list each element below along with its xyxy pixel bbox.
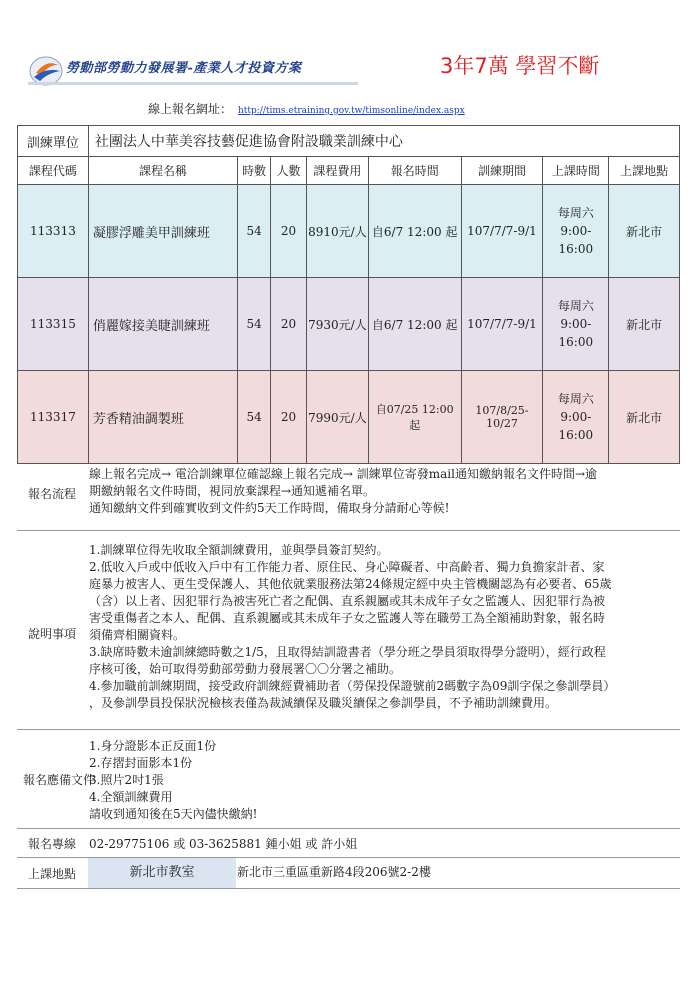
table-header-row bbox=[18, 157, 680, 185]
course-code: 113315 bbox=[18, 278, 89, 371]
organization-name: 勞動部勞動力發展署-產業人才投資方案 bbox=[66, 61, 302, 76]
course-place: 新北市 bbox=[609, 371, 680, 464]
course-people: 20 bbox=[271, 278, 307, 371]
signup-url-row bbox=[148, 100, 465, 117]
notes-section bbox=[17, 540, 680, 728]
training-unit-label: 訓練單位 bbox=[18, 126, 89, 157]
training-unit-value: 社團法人中華美容技藝促進協會附設職業訓練中心 bbox=[88, 126, 679, 157]
notes-line: 3.缺席時數未逾訓練總時數之1/5，且取得結訓證書者（學分班之學員須取得學分證明），經行政程 bbox=[89, 645, 606, 659]
notes-line: 須備齊相關資料。 bbox=[89, 628, 186, 642]
notes-line: 1.訓練單位得先收取全額訓練費用，並與學員簽訂契約。 bbox=[89, 543, 389, 557]
header-signup: 報名時間 bbox=[368, 157, 461, 185]
process-line: 通知繳納文件到確實收到文件約5天工作時間，備取身分請耐心等候! bbox=[89, 501, 450, 515]
course-signup: 自6/7 12:00 起 bbox=[368, 278, 461, 371]
requirements-label: 報名應備文件 bbox=[23, 773, 96, 787]
course-hours: 54 bbox=[238, 278, 271, 371]
header-period: 訓練期間 bbox=[461, 157, 543, 185]
notes-line: ，及參訓學員投保狀況檢核表僅為裁減續保及職災續保之參訓學員，不予補助訓練費用。 bbox=[89, 696, 558, 710]
course-hours: 54 bbox=[238, 371, 271, 464]
notes-label: 說明事項 bbox=[27, 627, 76, 641]
header-fee: 課程費用 bbox=[307, 157, 369, 185]
contact-section bbox=[17, 834, 680, 854]
notes-line: 4.參加職前訓練期間，接受政府訓練經費補助者（勞保投保證號前2碼數字為09訓字保之參訓學員） bbox=[89, 679, 616, 693]
divider bbox=[17, 729, 680, 730]
contact-label: 報名專線 bbox=[27, 837, 76, 851]
course-fee: 7930元/人 bbox=[307, 278, 369, 371]
course-period: 107/8/25-10/27 bbox=[461, 371, 543, 464]
header-people: 人數 bbox=[271, 157, 307, 185]
process-line: 期繳納報名文件時間，視同放棄課程→通知遞補名單。 bbox=[89, 484, 376, 498]
notes-line: 2.低收入戶或中低收入戶中有工作能力者、原住民、身心障礙者、中高齡者、獨力負擔家計者、家 bbox=[89, 560, 605, 574]
course-time-hours: 9:00-16:00 bbox=[558, 410, 594, 442]
course-time-hours: 9:00-16:00 bbox=[558, 224, 594, 256]
course-name: 俏麗嫁接美睫訓練班 bbox=[88, 278, 237, 371]
requirements-line: 1.身分證影本正反面1份 bbox=[89, 739, 217, 753]
signup-url-link[interactable]: http://tims.etraining.gov.tw/timsonline/index.aspx bbox=[238, 106, 465, 116]
course-time bbox=[543, 278, 609, 371]
header-code: 課程代碼 bbox=[18, 157, 89, 185]
course-time-day: 每周六 bbox=[557, 299, 594, 313]
notes-line: 庭暴力被害人、更生受保護人、其他依就業服務法第24條規定經中央主管機關認為有必要者、65歲 bbox=[89, 577, 612, 591]
requirements-line: 4.全額訓練費用 bbox=[89, 790, 173, 804]
course-time bbox=[543, 185, 609, 278]
requirements-line: 3.照片2吋1張 bbox=[89, 773, 164, 787]
course-people: 20 bbox=[271, 185, 307, 278]
header-name: 課程名稱 bbox=[88, 157, 237, 185]
course-time-day: 每周六 bbox=[557, 206, 594, 220]
course-period: 107/7/7-9/1 bbox=[461, 278, 543, 371]
course-signup: 自6/7 12:00 起 bbox=[368, 185, 461, 278]
table-row bbox=[18, 185, 680, 278]
notes-line: 害受重傷者之本人、配偶、直系親屬或其未成年子女之監護人等在職勞工為全額補助對象，報名時 bbox=[89, 611, 606, 625]
notes-line: 序核可後，始可取得勞動部勞動力發展署〇〇分署之補助。 bbox=[89, 662, 402, 676]
course-table bbox=[17, 125, 680, 464]
course-name: 凝膠浮雕美甲訓練班 bbox=[88, 185, 237, 278]
table-row bbox=[18, 371, 680, 464]
course-place: 新北市 bbox=[609, 185, 680, 278]
course-period: 107/7/7-9/1 bbox=[461, 185, 543, 278]
notes-line: （含）以上者、因犯罪行為被害死亡者之配偶、直系親屬或其未成年子女之監護人、因犯罪行為被 bbox=[89, 594, 606, 608]
course-people: 20 bbox=[271, 371, 307, 464]
contact-value: 02-29775106 或 03-3625881 鍾小姐 或 許小姐 bbox=[89, 837, 358, 851]
divider bbox=[17, 828, 680, 829]
header-divider bbox=[28, 82, 358, 85]
requirements-line: 請收到通知後在5天內儘快繳納! bbox=[89, 807, 258, 821]
location-name: 新北市教室 bbox=[88, 858, 236, 888]
course-fee: 8910元/人 bbox=[307, 185, 369, 278]
course-signup: 自07/25 12:00 起 bbox=[368, 371, 461, 464]
slogan: 3年7萬 學習不斷 bbox=[440, 54, 600, 78]
divider bbox=[17, 530, 680, 531]
table-row bbox=[18, 278, 680, 371]
process-line: 線上報名完成→ 電洽訓練單位確認線上報名完成→ 訓練單位寄發mail通知繳納報名文件時間→逾 bbox=[89, 467, 598, 481]
notes-body bbox=[89, 542, 674, 712]
course-code: 113313 bbox=[18, 185, 89, 278]
url-label: 線上報名網址： bbox=[148, 102, 233, 116]
process-section bbox=[17, 462, 680, 528]
process-label: 報名流程 bbox=[27, 487, 76, 501]
course-name: 芳香精油調製班 bbox=[88, 371, 237, 464]
course-time bbox=[543, 371, 609, 464]
course-fee: 7990元/人 bbox=[307, 371, 369, 464]
course-hours: 54 bbox=[238, 185, 271, 278]
course-place: 新北市 bbox=[609, 278, 680, 371]
header-hours: 時數 bbox=[238, 157, 271, 185]
process-body bbox=[89, 466, 674, 517]
course-code: 113317 bbox=[18, 371, 89, 464]
header bbox=[0, 0, 700, 125]
requirements-body bbox=[89, 738, 674, 823]
location-address: 新北市三重區重新路4段206號2-2樓 bbox=[237, 865, 431, 879]
location-label: 上課地點 bbox=[27, 867, 76, 881]
divider bbox=[17, 888, 680, 889]
requirements-section bbox=[17, 736, 680, 826]
course-time-hours: 9:00-16:00 bbox=[558, 317, 594, 349]
course-time-day: 每周六 bbox=[557, 392, 594, 406]
header-time: 上課時間 bbox=[543, 157, 609, 185]
header-place: 上課地點 bbox=[609, 157, 680, 185]
requirements-line: 2.存摺封面影本1份 bbox=[89, 756, 193, 770]
